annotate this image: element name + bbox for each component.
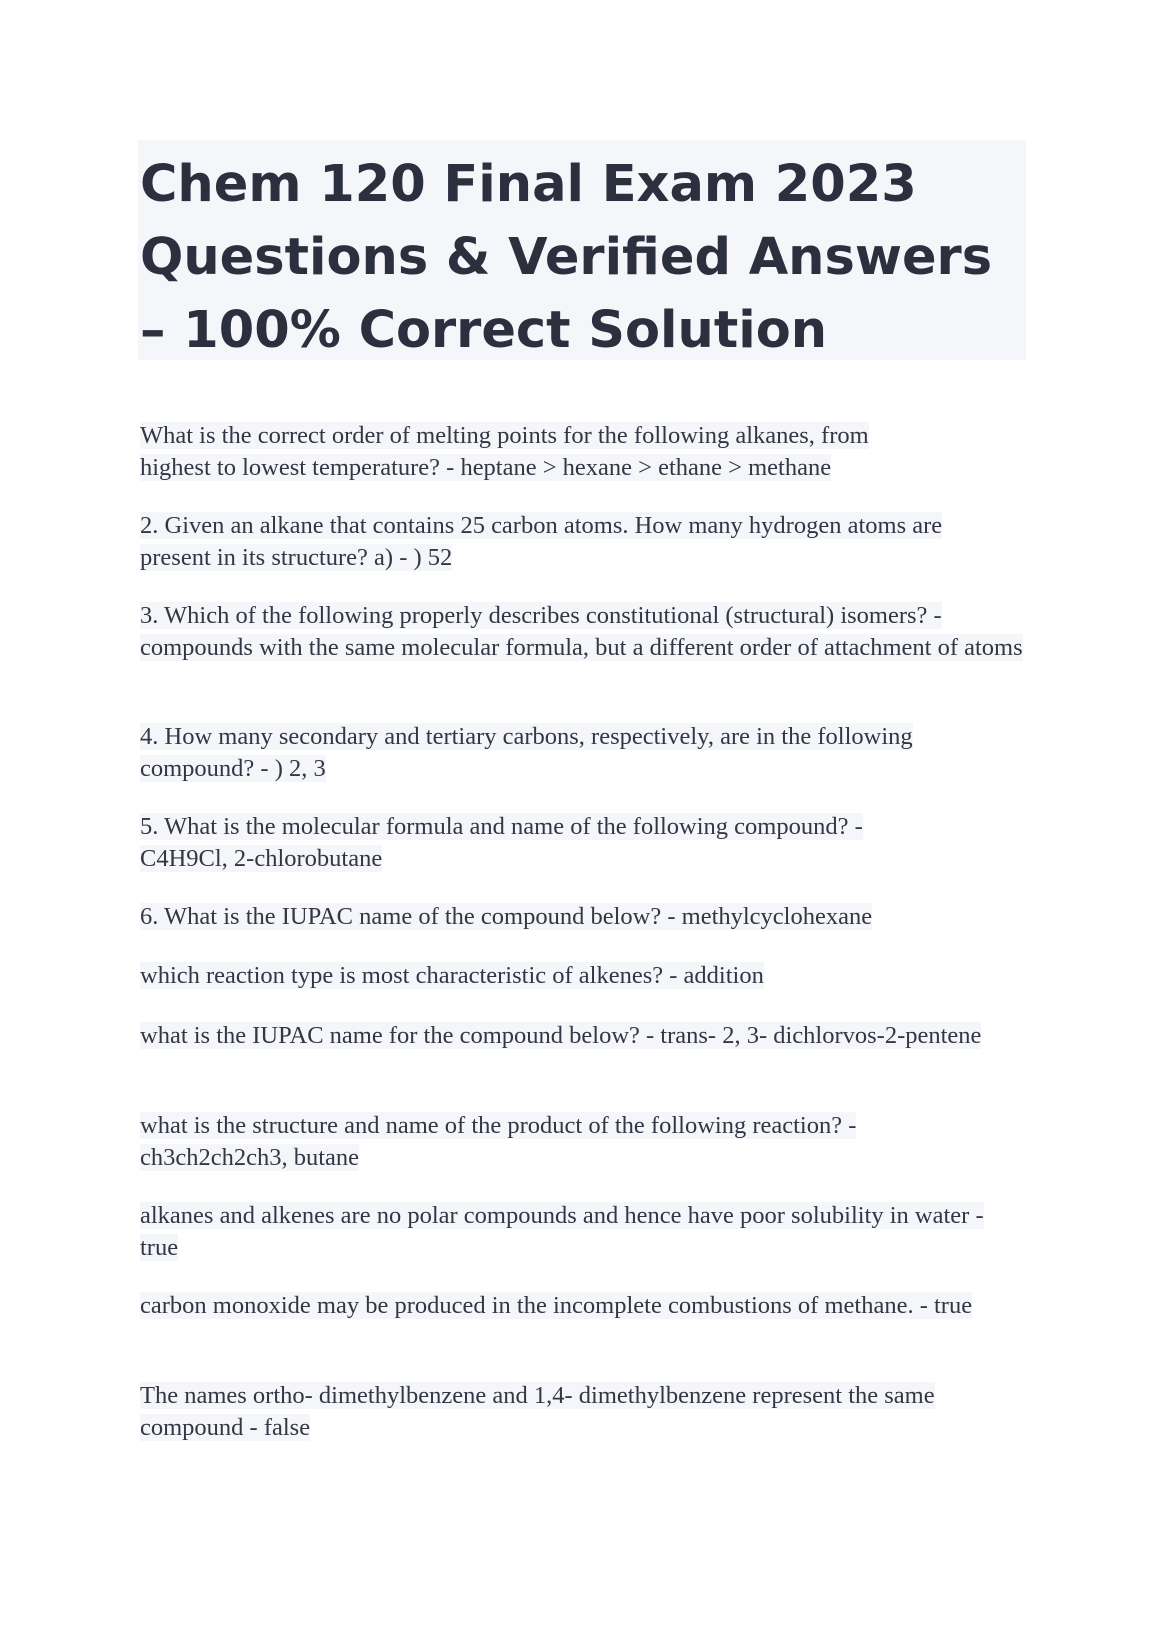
page-title: Chem 120 Final Exam 2023 Questions & Verified Answers – 100% Correct Solution (140, 155, 993, 360)
qa-item-text: 5. What is the molecular formula and name of the following compound? - C4H9Cl, 2-chlorobutane (140, 813, 863, 872)
qa-item (140, 901, 1020, 933)
title-block (138, 140, 1026, 360)
qa-item-text: carbon monoxide may be produced in the incomplete combustions of methane. - true (140, 1292, 973, 1319)
qa-item (140, 1380, 970, 1444)
qa-item-text: 4. How many secondary and tertiary carbons, respectively, are in the following compound? - ) 2, 3 (140, 723, 913, 782)
qa-item (140, 960, 1020, 992)
qa-item-text: which reaction type is most characteristic of alkenes? - addition (140, 962, 764, 989)
qa-item (140, 420, 940, 484)
qa-item-text: what is the IUPAC name for the compound below? - trans- 2, 3- dichlorvos-2-pentene (140, 1022, 982, 1049)
qa-item-text: 3. Which of the following properly describes constitutional (structural) isomers? - compounds with the same molecular formula, but a different order of attachment of atoms (140, 602, 1023, 661)
qa-item (140, 1110, 950, 1174)
qa-item (140, 1020, 990, 1052)
qa-item-text: 2. Given an alkane that contains 25 carbon atoms. How many hydrogen atoms are present in its structure? a) - ) 52 (140, 512, 943, 571)
qa-item (140, 811, 950, 875)
qa-item-text: alkanes and alkenes are no polar compounds and hence have poor solubility in water - true (140, 1202, 984, 1261)
qa-item (140, 1200, 990, 1264)
qa-item (140, 510, 980, 574)
qa-item-text: what is the structure and name of the product of the following reaction? - ch3ch2ch2ch3, butane (140, 1112, 857, 1171)
qa-item (140, 721, 1000, 785)
qa-item-text: The names ortho- dimethylbenzene and 1,4- dimethylbenzene represent the same compound - false (140, 1382, 935, 1441)
qa-item (140, 1290, 1020, 1322)
qa-item-text: 6. What is the IUPAC name of the compound below? - methylcyclohexane (140, 903, 873, 930)
qa-item-text: What is the correct order of melting points for the following alkanes, from highest to lowest temperature? - heptane > hexane > ethane > methane (140, 422, 869, 481)
qa-item (140, 600, 1030, 664)
